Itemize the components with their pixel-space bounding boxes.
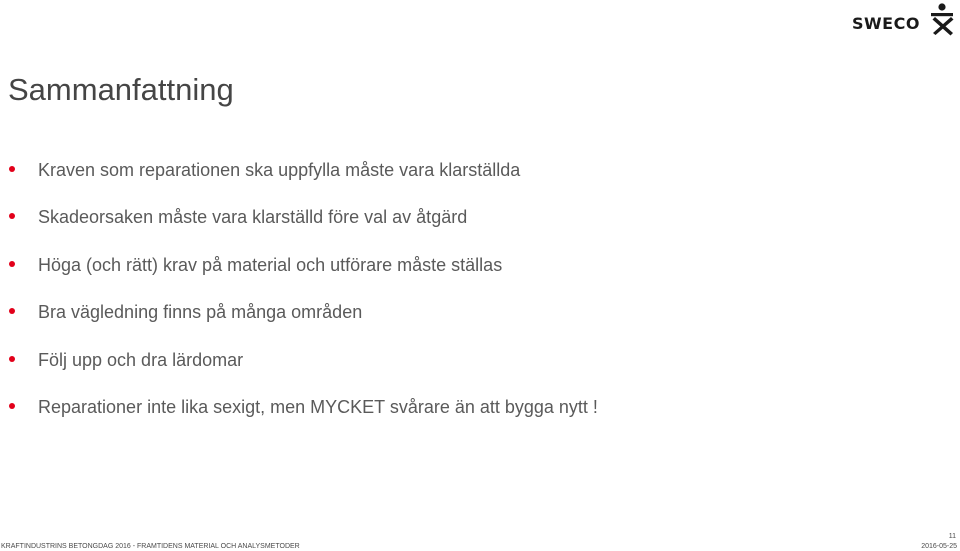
bullet-icon xyxy=(9,403,15,409)
bullet-text: Kraven som reparationen ska uppfylla måste vara klarställda xyxy=(38,160,521,180)
sweco-logo xyxy=(850,2,960,36)
logo-text: SWECO xyxy=(852,14,920,33)
bullet-text: Bra vägledning finns på många områden xyxy=(38,302,363,323)
bullet-icon xyxy=(9,356,15,362)
bullet-text: Höga (och rätt) krav på material och utförare måste ställas xyxy=(38,254,503,275)
bullet-text: Reparationer inte lika sexigt, men MYCKET svårare än att bygga nytt ! xyxy=(38,396,598,417)
bullet-text: Följ upp och dra lärdomar xyxy=(38,349,244,370)
footer-date: 2016-05-25 xyxy=(921,543,957,550)
sweco-person-icon xyxy=(928,2,958,36)
footer-event-title: KRAFTINDUSTRINS BETONGDAG 2016 - FRAMTIDENS MATERIAL OCH ANALYSMETODER xyxy=(1,543,300,550)
bullet-text: Skadeorsaken måste vara klarställd före val av åtgärd xyxy=(38,207,468,228)
bullet-icon xyxy=(9,308,15,314)
bullet-icon xyxy=(9,166,15,172)
bullet-icon xyxy=(9,213,15,219)
slide-title: Sammanfattning xyxy=(8,72,234,107)
bullet-icon xyxy=(9,261,15,267)
page-number: 11 xyxy=(948,533,956,540)
